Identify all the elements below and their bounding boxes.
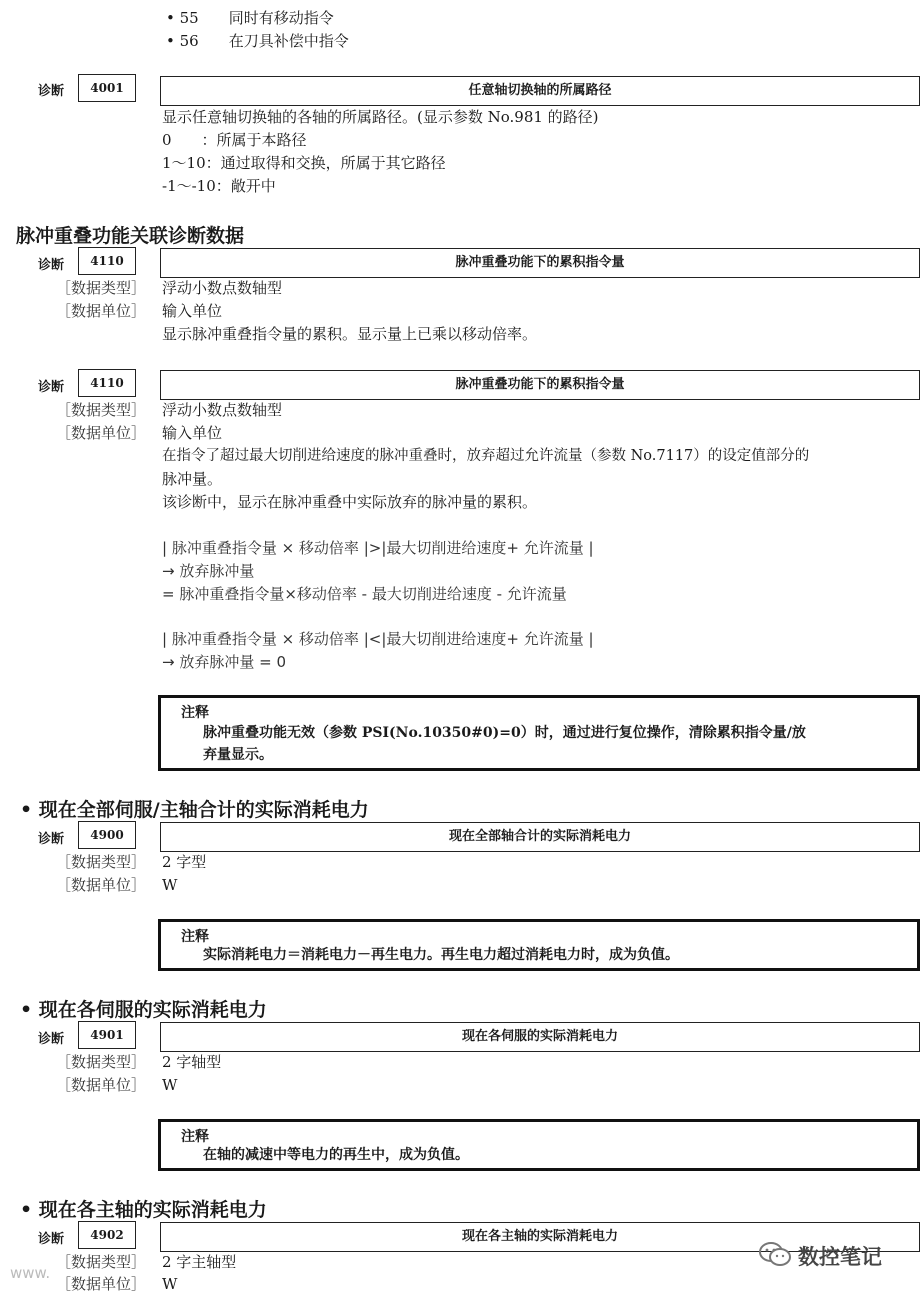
note-text: 脉冲重叠功能无效（参数 PSI(No.10350#0)=0）时，通过进行复位操作，清除累积指令量/放 bbox=[203, 725, 806, 741]
data-type-key: ［数据类型］ bbox=[56, 1253, 147, 1271]
formula-line: | 脉冲重叠指令量 × 移动倍率 |<|最大切削进给速度+ 允许流量 | bbox=[162, 630, 594, 648]
data-unit-key: ［数据单位］ bbox=[56, 424, 147, 442]
desc-line: 1～10：通过取得和交换，所属于其它路径 bbox=[162, 154, 446, 172]
data-type-value: 浮动小数点数轴型 bbox=[162, 401, 283, 419]
diag-number: 4902 bbox=[78, 1221, 136, 1249]
diag-title: 脉冲重叠功能下的累积指令量 bbox=[160, 370, 920, 400]
data-type-key: ［数据类型］ bbox=[56, 853, 147, 871]
section-heading: • 现在全部伺服/主轴合计的实际消耗电力 bbox=[20, 799, 369, 821]
diag-title: 现在全部轴合计的实际消耗电力 bbox=[160, 822, 920, 852]
watermark-brand-text: 数控笔记 bbox=[798, 1245, 882, 1269]
section-heading: 脉冲重叠功能关联诊断数据 bbox=[16, 225, 245, 247]
diag-title: 脉冲重叠功能下的累积指令量 bbox=[160, 248, 920, 278]
data-type-value: 2 字主轴型 bbox=[162, 1253, 237, 1271]
data-unit-value: 输入单位 bbox=[162, 424, 223, 442]
data-type-value: 2 字型 bbox=[162, 853, 207, 871]
diag-title: 任意轴切换轴的所属路径 bbox=[160, 76, 920, 106]
data-unit-key: ［数据单位］ bbox=[56, 1275, 147, 1293]
diag-number: 4110 bbox=[78, 247, 136, 275]
desc-line: -1～-10：敞开中 bbox=[162, 177, 276, 195]
data-unit-value: 输入单位 bbox=[162, 302, 223, 320]
watermark-text: www. bbox=[10, 1264, 51, 1282]
data-unit-key: ［数据单位］ bbox=[56, 302, 147, 320]
diag-label: 诊断 bbox=[38, 380, 65, 395]
note-box bbox=[158, 919, 920, 971]
diag-number: 4900 bbox=[78, 821, 136, 849]
note-box bbox=[158, 695, 920, 771]
diag-number: 4110 bbox=[78, 369, 136, 397]
desc-line: 显示任意轴切换轴的各轴的所属路径。(显示参数 No.981 的路径) bbox=[162, 108, 599, 126]
diag-title: 现在各主轴的实际消耗电力 bbox=[160, 1222, 920, 1252]
desc-line: 在指令了超过最大切削进给速度的脉冲重叠时，放弃超过允许流量（参数 No.7117）的设定值部分的 bbox=[162, 448, 810, 464]
diag-label: 诊断 bbox=[38, 84, 65, 99]
note-text: 实际消耗电力＝消耗电力－再生电力。再生电力超过消耗电力时，成为负值。 bbox=[203, 947, 679, 963]
note-title: 注释 bbox=[181, 929, 209, 945]
data-type-key: ［数据类型］ bbox=[56, 279, 147, 297]
list-item: • 55 同时有移动指令 bbox=[166, 9, 334, 27]
formula-line: → 放弃脉冲量 bbox=[162, 562, 255, 580]
watermark-brand bbox=[758, 1240, 882, 1272]
data-type-key: ［数据类型］ bbox=[56, 1053, 147, 1071]
data-type-value: 浮动小数点数轴型 bbox=[162, 279, 283, 297]
note-text: 弃量显示。 bbox=[203, 747, 273, 763]
data-unit-key: ［数据单位］ bbox=[56, 876, 147, 894]
diag-number: 4901 bbox=[78, 1021, 136, 1049]
diag-label: 诊断 bbox=[38, 1032, 65, 1047]
formula-line: → 放弃脉冲量 = 0 bbox=[162, 653, 286, 671]
formula-line: | 脉冲重叠指令量 × 移动倍率 |>|最大切削进给速度+ 允许流量 | bbox=[162, 539, 594, 557]
diag-title: 现在各伺服的实际消耗电力 bbox=[160, 1022, 920, 1052]
data-unit-value: W bbox=[162, 1076, 178, 1094]
diag-number: 4001 bbox=[78, 74, 136, 102]
diag-label: 诊断 bbox=[38, 832, 65, 847]
section-heading: • 现在各主轴的实际消耗电力 bbox=[20, 1199, 267, 1221]
note-text: 在轴的减速中等电力的再生中，成为负值。 bbox=[203, 1147, 469, 1163]
data-unit-value: W bbox=[162, 876, 178, 894]
desc-line: 脉冲量。 bbox=[162, 470, 223, 488]
note-title: 注释 bbox=[181, 705, 209, 721]
section-heading: • 现在各伺服的实际消耗电力 bbox=[20, 999, 267, 1021]
formula-line: = 脉冲重叠指令量×移动倍率 - 最大切削进给速度 - 允许流量 bbox=[162, 585, 567, 603]
diag-label: 诊断 bbox=[38, 258, 65, 273]
data-unit-key: ［数据单位］ bbox=[56, 1076, 147, 1094]
desc-line: 0 ：所属于本路径 bbox=[162, 131, 307, 149]
diag-label: 诊断 bbox=[38, 1232, 65, 1247]
note-box bbox=[158, 1119, 920, 1171]
desc-line: 该诊断中，显示在脉冲重叠中实际放弃的脉冲量的累积。 bbox=[162, 493, 538, 511]
data-unit-value: W bbox=[162, 1275, 178, 1293]
data-type-key: ［数据类型］ bbox=[56, 401, 147, 419]
data-type-value: 2 字轴型 bbox=[162, 1053, 222, 1071]
note-title: 注释 bbox=[181, 1129, 209, 1145]
desc-line: 显示脉冲重叠指令量的累积。显示量上已乘以移动倍率。 bbox=[162, 325, 538, 343]
chat-icon bbox=[758, 1240, 792, 1272]
list-item: • 56 在刀具补偿中指令 bbox=[166, 32, 349, 50]
